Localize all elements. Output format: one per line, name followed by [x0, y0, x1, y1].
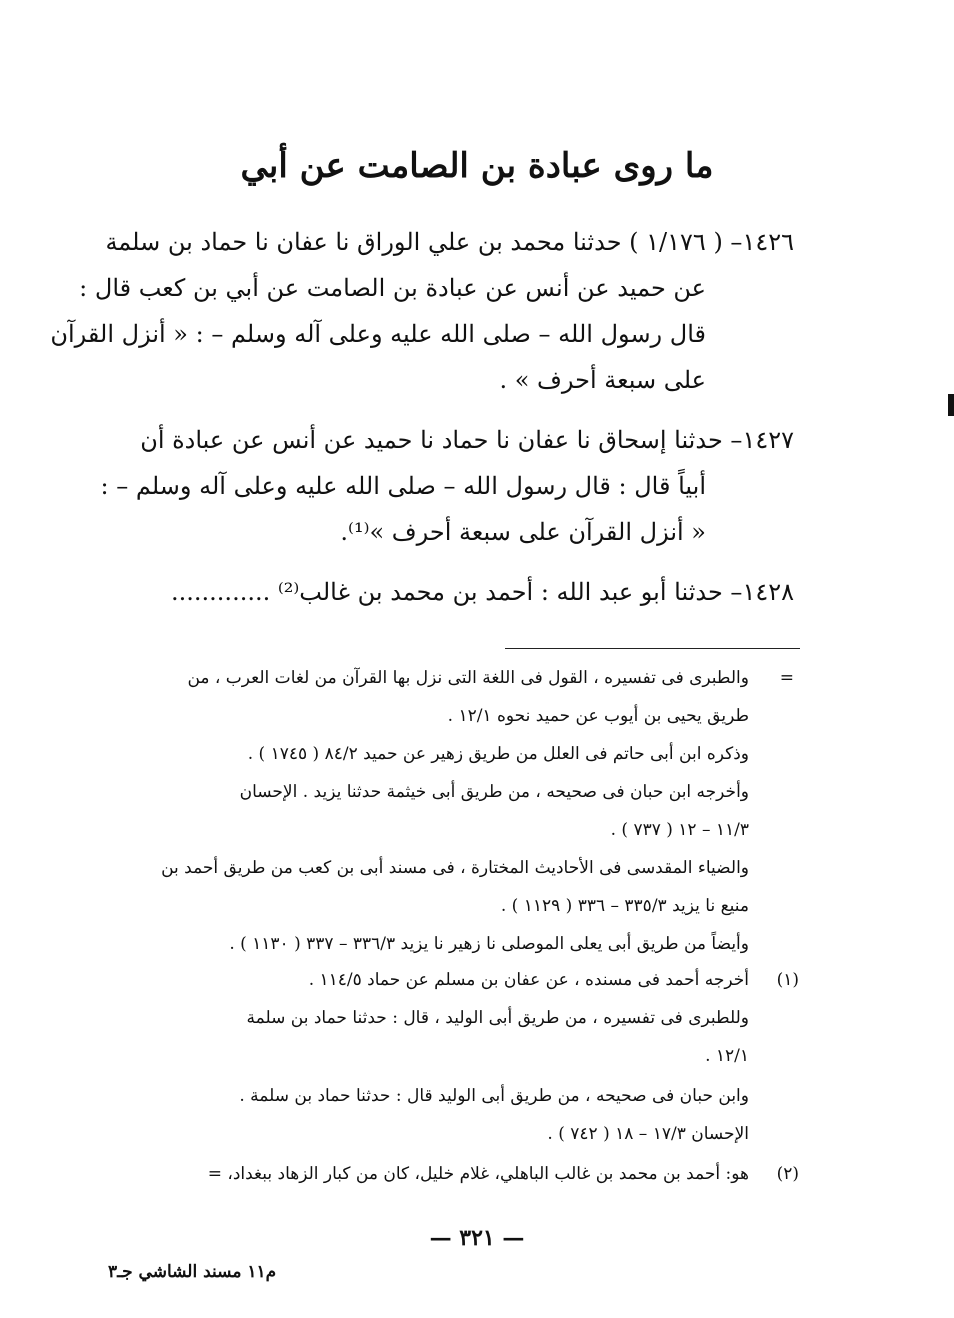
footnote-cont-line-8: وأيضاً من طريق أبى يعلى الموصلى نا زهير نا يزيد ٣٣٦/٣ – ٣٣٧ ( ١١٣٠ ) . [229, 934, 749, 954]
footnote-cont-line-1: والطبرى فى تفسيره ، القول فى اللغة التى نزل بها القرآن من لغات العرب ، من [187, 668, 749, 688]
hadith-1427-line-2: أبياً قال : قال رسول الله – صلى الله عليه وعلى آله وسلم – : [100, 472, 706, 500]
footnote-separator [505, 648, 800, 649]
chapter-title: ما روى عبادة بن الصامت عن أبي [240, 146, 714, 186]
page-number: — ٣٢١ — [429, 1225, 525, 1251]
footnote-1-line-3: ١٢/١ . [705, 1046, 749, 1066]
hadith-1427-line-1: ١٤٢٧– حدثنا إسحاق نا عفان نا حماد نا حميد عن أنس عن عبادة أن [140, 426, 794, 454]
footnote-cont-line-2: طريق يحيى بن أيوب عن حميد نحوه ١٢/١ . [447, 706, 749, 726]
hadith-1428-line-1: ١٤٢٨– حدثنا أبو عبد الله : أحمد بن محمد بن غالب⁽²⁾ ............. [171, 578, 794, 606]
continuation-mark: = [779, 668, 794, 688]
footnote-cont-line-4: وأخرجه ابن حبان فى صحيحه ، من طريق أبى خيثمة حدثنا يزيد . الإحسان [239, 782, 749, 802]
footnote-1-line-2: وللطبرى فى تفسيره ، من طريق أبى الوليد ، قال : حدثنا حماد بن سلمة [246, 1008, 749, 1028]
footnote-1-number: (١) [776, 970, 799, 990]
signature-mark: م١١ مسند الشاشي جـ٣ [108, 1262, 277, 1282]
hadith-1426-line-2: عن حميد عن أنس عن عبادة بن الصامت عن أبي بن كعب قال : [79, 274, 706, 302]
hadith-1426-line-3: قال رسول الله – صلى الله عليه وعلى آله وسلم – : « أنزل القرآن [50, 320, 706, 348]
hadith-1426-line-1: ١٤٢٦– ( ١/١٧٦ ) حدثنا محمد بن علي الوراق نا عفان نا حماد بن سلمة [105, 228, 794, 256]
footnote-cont-line-7: منيع نا يزيد ٣٣٥/٣ – ٣٣٦ ( ١١٢٩ ) . [500, 896, 749, 916]
footnote-cont-line-5: ١١/٣ – ١٢ ( ٧٣٧ ) . [610, 820, 749, 840]
footnote-1-line-4: وابن حبان فى صحيحه ، من طريق أبى الوليد قال : حدثنا حماد بن سلمة . [239, 1086, 749, 1106]
footnote-cont-line-3: وذكره ابن أبى حاتم فى العلل من طريق زهير عن حميد ٨٤/٢ ( ١٧٤٥ ) . [247, 744, 749, 764]
hadith-1427-line-3: « أنزل القرآن على سبعة أحرف »⁽¹⁾. [340, 518, 706, 546]
hadith-1426-line-4: على سبعة أحرف » . [499, 366, 706, 394]
footnote-cont-line-6: والضياء المقدسى فى الأحاديث المختارة ، فى مسند أبى بن كعب من طريق أحمد بن [161, 858, 749, 878]
margin-mark [948, 394, 954, 416]
footnote-2-line-1: هو: أحمد بن محمد بن غالب الباهلي، غلام خليل، كان من كبار الزهاد ببغداد، = [207, 1164, 749, 1184]
footnote-2-number: (٢) [776, 1164, 799, 1184]
footnote-1-line-5: الإحسان ١٧/٣ – ١٨ ( ٧٤٢ ) . [547, 1124, 749, 1144]
footnote-1-line-1: أخرجه أحمد فى مسنده ، عن عفان بن مسلم عن حماد ١١٤/٥ . [308, 970, 749, 990]
